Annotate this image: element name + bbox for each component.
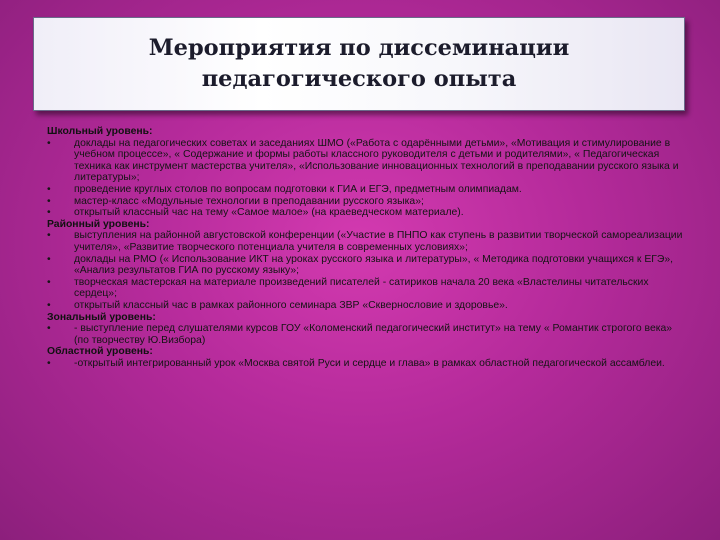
list-item xyxy=(47,300,687,312)
list-item xyxy=(47,138,687,184)
content-body xyxy=(47,126,687,369)
list-item-text: выступления на районной августовской конференции («Участие в ПНПО как ступень в развитии творческой самореализации учителя», «Развитие творческого потенциала учителя в современных условиях»; xyxy=(74,230,683,253)
bullet-icon: • xyxy=(47,230,51,242)
section-heading: Областной уровень: xyxy=(47,346,153,358)
list-item xyxy=(47,207,687,219)
list-item xyxy=(47,184,687,196)
list-item-text: - выступление перед слушателями курсов ГОУ «Коломенский педагогический институт» на тему « Романтик строгого века» (по творчеству Ю.Визбора) xyxy=(74,323,673,346)
section-heading: Школьный уровень: xyxy=(47,126,153,137)
list-item-text: доклады на РМО (« Использование ИКТ на уроках русского языка и литературы», « Методика подготовки учащихся к ЕГЭ», «Анализ результатов ГИА по русскому языку»; xyxy=(74,253,674,277)
title-box xyxy=(33,17,685,111)
bullet-icon: • xyxy=(47,323,51,335)
list-item-text: проведение круглых столов по вопросам подготовки к ГИА и ЕГЭ, предметным олимпиадам. xyxy=(74,183,522,195)
bullet-icon: • xyxy=(47,357,51,369)
section-heading: Зональный уровень: xyxy=(47,311,156,323)
list-item xyxy=(47,196,687,208)
list-item-text: открытый классный час в рамках районного семинара ЗВР «Сквернословие и здоровье». xyxy=(74,299,508,311)
list-item-text: творческая мастерская на материале произведений писателей - сатириков начала 20 века «Властелины читательских сердец»; xyxy=(74,276,649,300)
list-item xyxy=(47,254,687,277)
list-item xyxy=(47,230,687,253)
bullet-icon: • xyxy=(47,253,51,265)
list-item xyxy=(47,323,687,346)
list-item xyxy=(47,358,687,370)
list-item-text: -открытый интегрированный урок «Москва святой Руси и сердце и глава» в рамках областной педагогической ассамблеи. xyxy=(74,357,665,369)
title-line-2: педагогического опыта xyxy=(201,66,517,92)
list-item-text: открытый классный час на тему «Самое малое» (на краеведческом материале). xyxy=(74,207,464,219)
bullet-icon: • xyxy=(47,137,51,149)
bullet-icon: • xyxy=(47,299,51,311)
bullet-icon: • xyxy=(47,183,51,195)
section-heading: Районный уровень: xyxy=(47,218,150,230)
list-item-text: мастер-класс «Модульные технологии в преподавании русского языка»; xyxy=(74,195,424,207)
list-item xyxy=(47,277,687,300)
list-item-text: доклады на педагогических советах и заседаниях ШМО («Работа с одарёнными детьми», «Мотивация и стимулирование в учебном процессе», « Содержание и формы работы классного руководителя с детьми и родителями», « Педагогическая техника как инструмент мастерства учителя», «Использование инновационных технологий в преподавании русского языка и литературы»; xyxy=(74,137,679,184)
bullet-icon: • xyxy=(47,276,51,288)
title-line-1: Мероприятия по диссеминации xyxy=(148,35,570,61)
bullet-icon: • xyxy=(47,195,51,207)
bullet-icon: • xyxy=(47,207,51,219)
